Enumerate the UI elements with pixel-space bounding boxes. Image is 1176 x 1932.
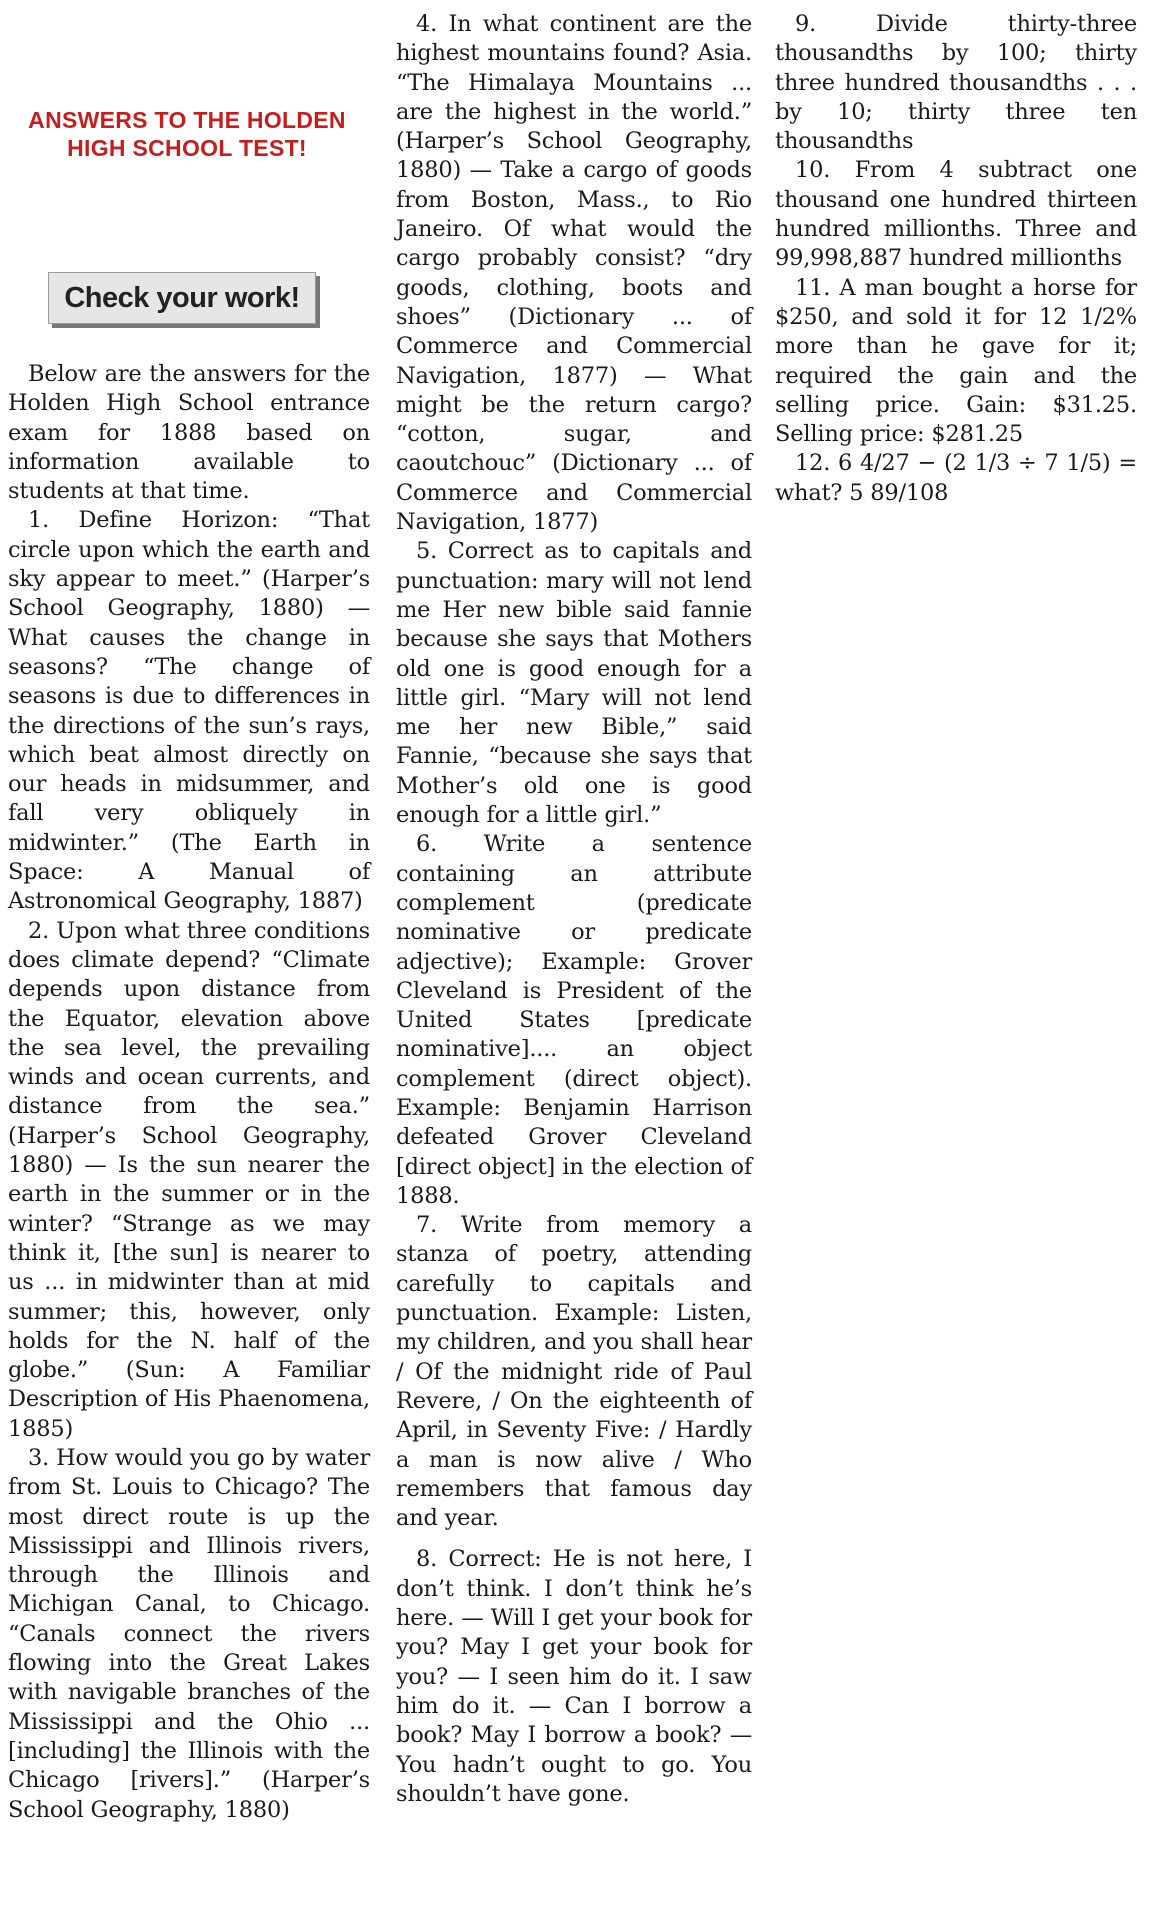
check-your-work-callout: Check your work!	[48, 272, 316, 324]
column-middle	[396, 10, 752, 1809]
answer-1: 1. Define Horizon: “That circle upon which the earth and sky appear to meet.” (Harper’s School Geography, 1880) — What causes the change in seasons? “The change of seasons is due to differences in the directions of the sun’s rays, which beat almost directly on our heads in midsummer, and fall very obliquely in midwinter.” (The Earth in Space: A Manual of Astronomical Geography, 1887)	[8, 507, 370, 915]
answer-4: 4. In what continent are the highest mountains found? Asia. “The Himalaya Mountains ... are the highest in the world.” (Harper’s School Geography, 1880) — Take a cargo of goods from Boston, Mass., to Rio Janeiro. Of what would the cargo probably consist? “dry goods, clothing, boots and shoes” (Dictionary ... of Commerce and Commercial Navigation, 1877) — What might be the return cargo? “cotton, sugar, and caoutchouc” (Dictionary ... of Commerce and Commercial Navigation, 1877)	[396, 11, 752, 536]
intro-paragraph: Below are the answers for the Holden High School entrance exam for 1888 based on information available to students at that time.	[8, 361, 370, 505]
answer-11: 11. A man bought a horse for $250, and sold it for 12 1/2% more than he gave for it; required the gain and the selling price. Gain: $31.25. Selling price: $281.25	[775, 274, 1137, 448]
answer-5: 5. Correct as to capitals and punctuation: mary will not lend me Her new bible said fannie because she says that Mothers old one is good enough for a little girl. “Mary will not lend me her new Bible,” said Fannie, “because she says that Mother’s old one is good enough for a little girl.”	[396, 538, 752, 829]
headline: ANSWERS TO THE HOLDEN HIGH SCHOOL TEST!	[28, 107, 346, 161]
answer-12: 12. 6 4/27 − (2 1/3 ÷ 7 1/5) = what? 5 89/108	[775, 450, 1137, 506]
column-left	[8, 10, 370, 1825]
answer-6: 6. Write a sentence containing an attribute complement (predicate nominative or predicate adjective); Example: Grover Cleveland is President of the United States [predicate nominative].... an object complement (direct object). Example: Benjamin Harrison defeated Grover Cleveland [direct object] in the election of 1888.	[396, 831, 752, 1209]
answer-9: 9. Divide thirty-three thousandths by 100; thirty three hundred thousandths . . . by 10; thirty three ten thousandths	[775, 11, 1137, 155]
answer-3: 3. How would you go by water from St. Louis to Chicago? The most direct route is up the Mississippi and Illinois rivers, through the Illinois and Michigan Canal, to Chicago. “Canals connect the rivers flowing into the Great Lakes with navigable branches of the Mississippi and the Ohio ... [including] the Illinois with the Chicago [rivers].” (Harper’s School Geography, 1880)	[8, 1444, 370, 1823]
answer-10: 10. From 4 subtract one thousand one hundred thirteen hundred millionths. Three and 99,998,887 hundred millionths	[775, 157, 1137, 272]
answer-2: 2. Upon what three conditions does climate depend? “Climate depends upon distance from the Equator, elevation above the sea level, the prevailing winds and ocean currents, and distance from the sea.” (Harper’s School Geography, 1880) — Is the sun nearer the earth in the summer or in the winter? “Strange as we may think it, [the sun] is nearer to us ... in midwinter than at mid summer; this, however, only holds for the N. half of the globe.” (Sun: A Familiar Description of His Phaenomena, 1885)	[8, 917, 370, 1442]
answer-7: 7. Write from memory a stanza of poetry, attending carefully to capitals and punctuation. Example: Listen, my children, and you shall hear / Of the midnight ride of Paul Revere, / On the eighteenth of April, in Seventy Five: / Hardly a man is now alive / Who remembers that famous day and year.	[396, 1212, 752, 1532]
column-right	[775, 10, 1137, 508]
answer-8: 8. Correct: He is not here, I don’t think. I don’t think he’s here. — Will I get your book for you? May I get your book for you? — I seen him do it. I saw him do it. — Can I borrow a book? May I borrow a book? — You hadn’t ought to go. You shouldn’t have gone.	[396, 1546, 752, 1807]
